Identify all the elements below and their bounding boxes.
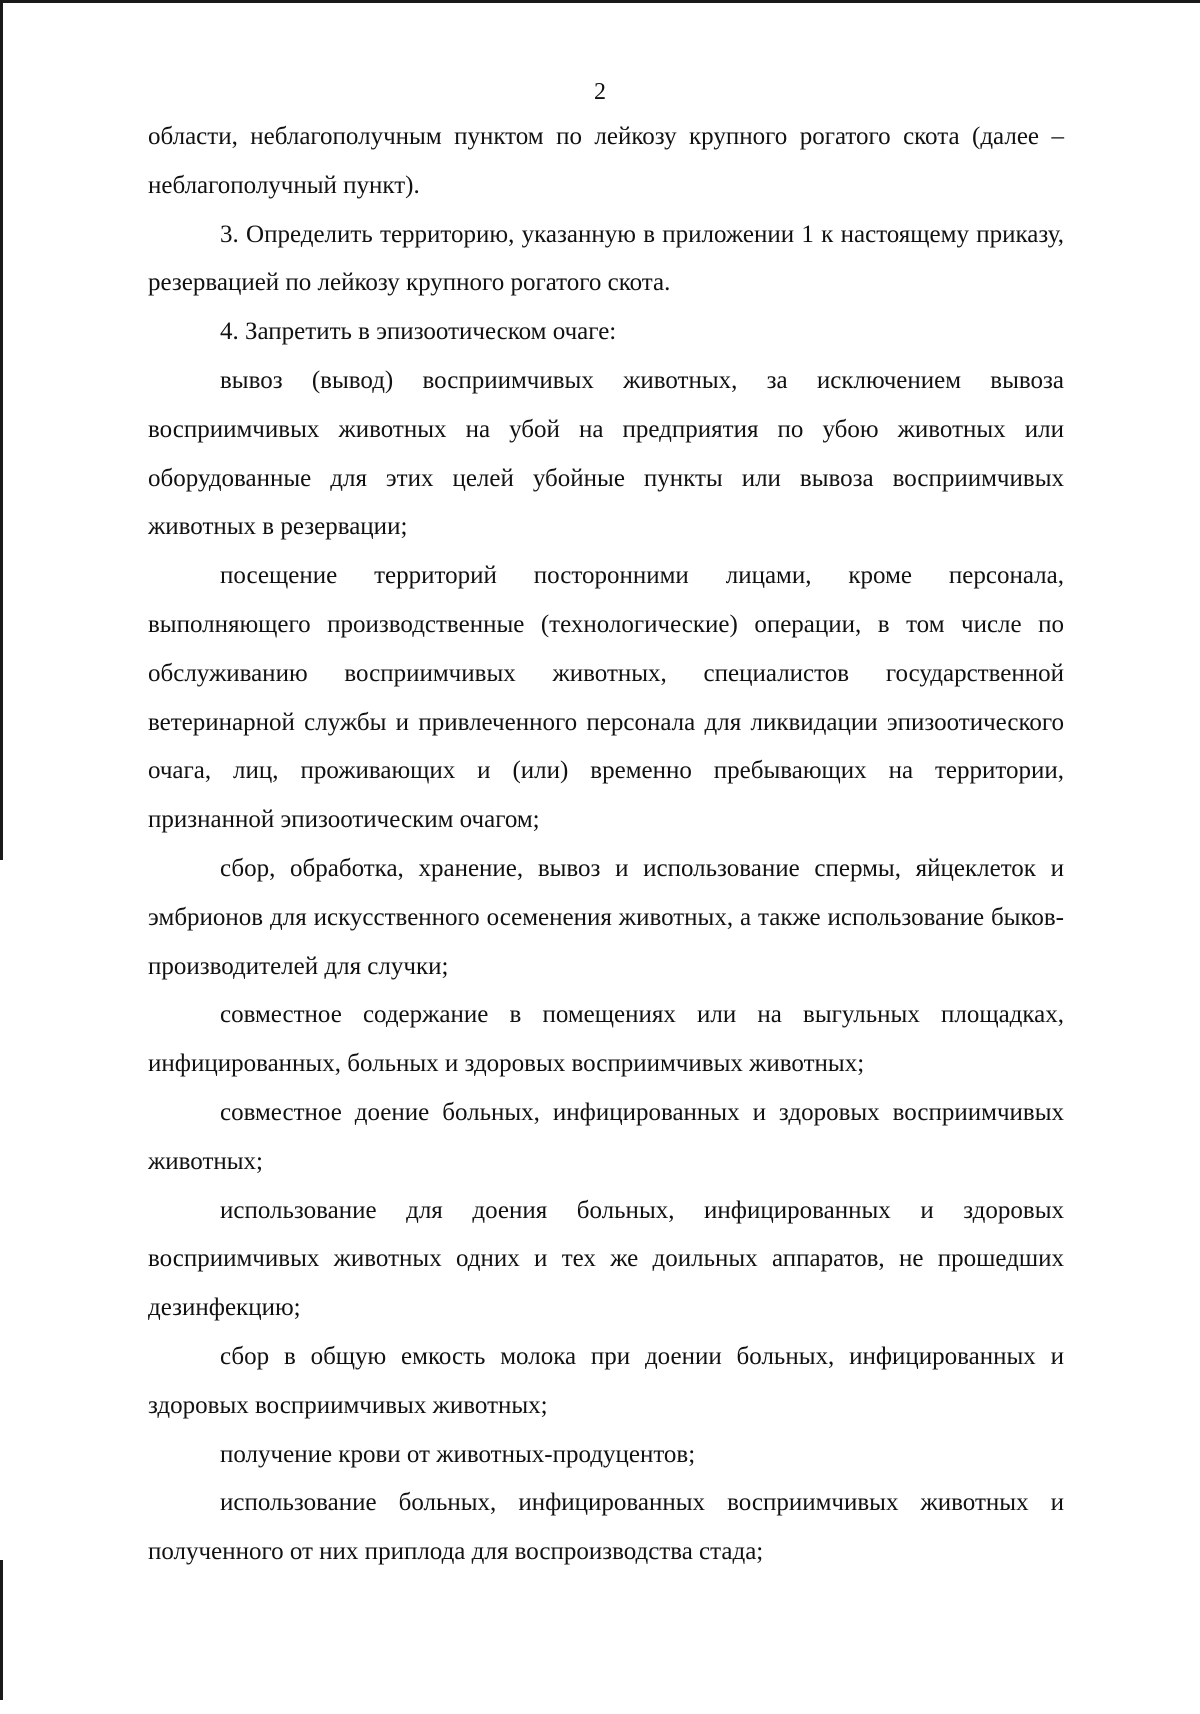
prohibition-blood: получение крови от животных-продуцентов; <box>220 1440 696 1468</box>
prohibition-export: вывоз (вывод) восприимчивых животных, за исключением вывоза восприимчивых животных на убой на предприятия по убою животных или оборудованные для этих целей убойные пункты или вывоза восприимчивых животных в резервации; <box>148 366 1064 541</box>
document-body <box>148 113 1064 1577</box>
prohibition-joint-keeping: совместное содержание в помещениях или на выгульных площадках, инфицированных, больных и здоровых восприимчивых животных; <box>148 1001 1064 1078</box>
paragraph-continuation: области, неблагополучным пунктом по лейкозу крупного рогатого скота (далее – неблагополучный пункт). <box>148 123 1064 199</box>
scan-border-top <box>0 0 1200 3</box>
paragraph-item-3: 3. Определить территорию, указанную в приложении 1 к настоящему приказу, резервацией по лейкозу крупного рогатого скота. <box>148 220 1064 297</box>
prohibition-milking-apparatus: использование для доения больных, инфицированных и здоровых восприимчивых животных одних и тех же доильных аппаратов, не прошедших дезинфекцию; <box>148 1196 1064 1322</box>
scan-border-left <box>0 0 3 860</box>
paragraph-item-4: 4. Запретить в эпизоотическом очаге: <box>220 318 617 346</box>
page-number: 2 <box>594 79 606 105</box>
prohibition-joint-milking: совместное доение больных, инфицированных и здоровых восприимчивых животных; <box>148 1098 1064 1175</box>
prohibition-breeding: использование больных, инфицированных восприимчивых животных и полученного от них приплода для воспроизводства стада; <box>148 1489 1064 1566</box>
prohibition-milk-collection: сбор в общую емкость молока при доении больных, инфицированных и здоровых восприимчивых животных; <box>148 1342 1064 1419</box>
prohibition-visits: посещение территорий посторонними лицами, кроме персонала, выполняющего производственные (технологические) операции, в том числе по обслуживанию восприимчивых животных, специалистов государственной ветеринарной службы и привлеченного персонала для ликвидации эпизоотического очага, лиц, проживающих и (или) временно пребывающих на территории, признанной эпизоотическим очагом; <box>148 562 1064 834</box>
prohibition-sperm: сбор, обработка, хранение, вывоз и использование спермы, яйцеклеток и эмбрионов для искусственного осеменения животных, а также использование быков-производителей для случки; <box>148 854 1064 980</box>
scan-mark-left <box>0 1560 3 1700</box>
